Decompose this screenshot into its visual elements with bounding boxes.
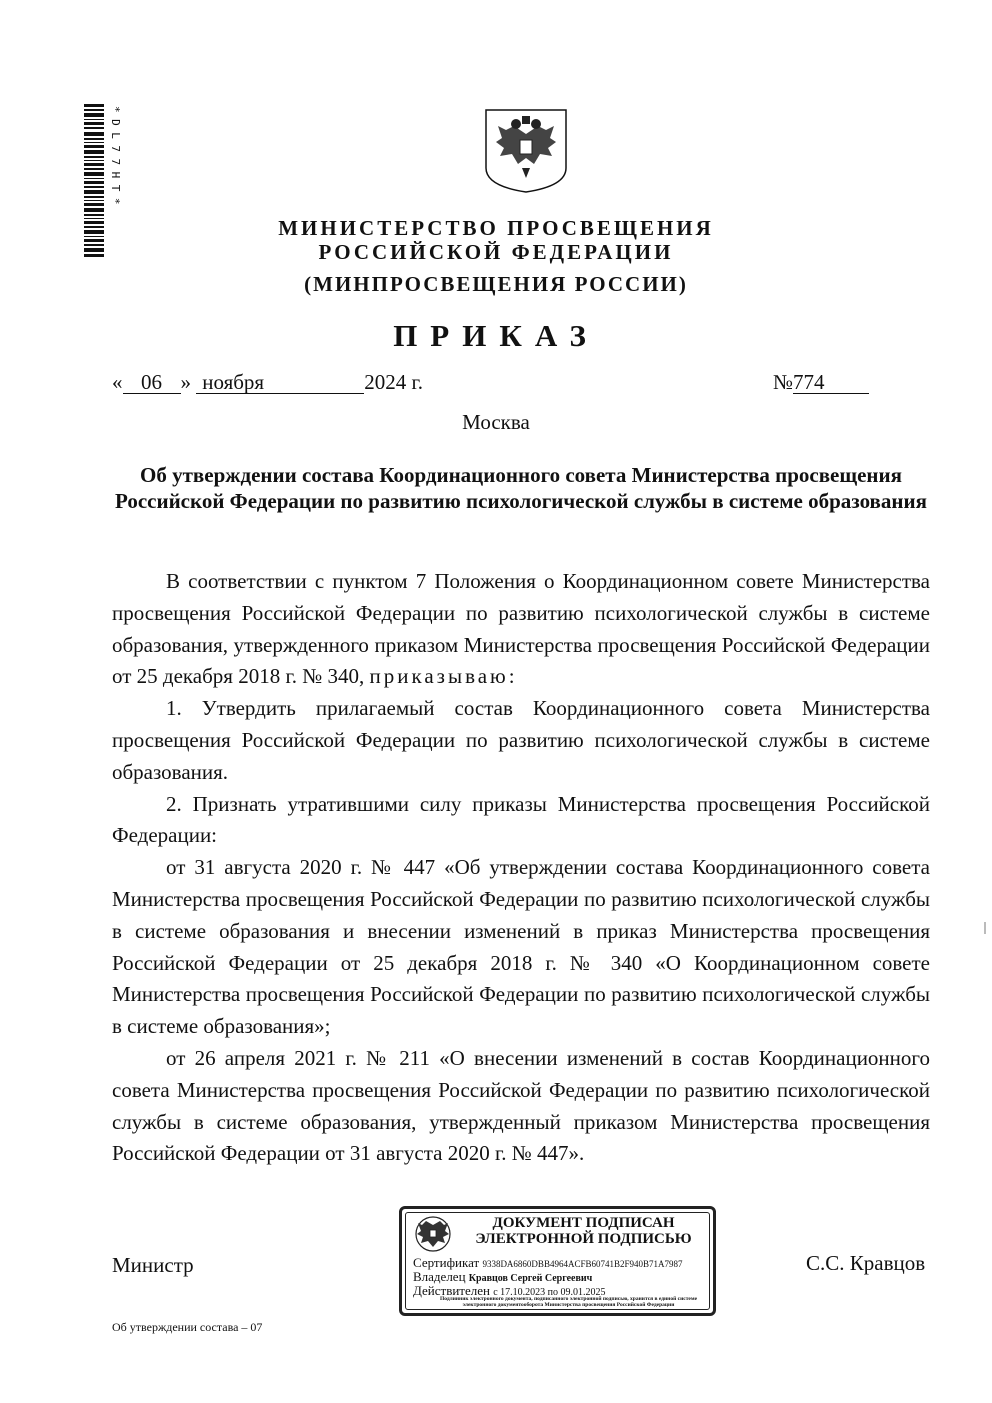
number-value: 774 <box>793 371 869 394</box>
footer-reference: Об утверждении состава – 07 <box>112 1320 263 1334</box>
owner-value: Кравцов Сергей Сергеевич <box>468 1273 593 1284</box>
cert-label: Сертификат <box>413 1255 480 1270</box>
stamp-emblem-icon <box>412 1215 454 1253</box>
electronic-signature-stamp <box>399 1206 716 1316</box>
item-2a: от 31 августа 2020 г. № 447 «Об утверждении состава Координационного совета Министерства просвещения Российской Федерации по развитию психологической службы в системе образования и внесении изменений в приказ Министерства просвещения Российской Федерации от 25 декабря 2018 г. № 340 «О Координационном совете Министерства просвещения Российской Федерации по развитию психологической службы в системе образования»; <box>112 855 930 1039</box>
order-word: приказываю: <box>369 664 518 689</box>
stamp-title <box>456 1215 711 1247</box>
date-quote-open: « <box>112 370 123 394</box>
order-body <box>112 566 930 1170</box>
date-day: 06 <box>123 371 181 394</box>
date-year-suffix: г. <box>411 370 423 394</box>
date-quote-close: » <box>180 370 191 394</box>
order-title: Об утверждении состава Координационного совета Министерства просвещения Российской Федерации по развитию психологической службы в системе образования <box>115 463 927 513</box>
coat-of-arms-emblem <box>484 108 568 194</box>
ministry-name-line2: РОССИЙСКОЙ ФЕДЕРАЦИИ <box>318 240 674 264</box>
order-date <box>112 370 423 395</box>
document-type: ПРИКАЗ <box>393 318 599 353</box>
cert-value: 9338DA6860DBB4964ACFB60741B2F940B71A7987 <box>482 1259 683 1269</box>
valid-label: Действителен <box>413 1283 490 1298</box>
item-2b: от 26 апреля 2021 г. № 211 «О внесении изменений в состав Координационного совета Министерства просвещения Российской Федерации по развитию психологической службы в системе образования, утвержденный приказом Министерства просвещения Российской Федерации от 31 августа 2020 г. № 447». <box>112 1045 930 1166</box>
barcode-text: *DL77HT* <box>109 106 122 211</box>
ministry-short-name: (МИНПРОСВЕЩЕНИЯ РОССИИ) <box>304 272 688 296</box>
item-1: 1. Утвердить прилагаемый состав Координационного совета Министерства просвещения Российской Федерации по развитию психологической службы в системе образования. <box>112 696 930 784</box>
stamp-title-line1: ДОКУМЕНТ ПОДПИСАН <box>492 1215 675 1231</box>
city: Москва <box>462 410 530 434</box>
valid-value: с 17.10.2023 по 09.01.2025 <box>493 1287 606 1298</box>
page-edge-mark <box>984 922 986 934</box>
intro-paragraph <box>112 566 930 693</box>
stamp-title-line2: ЭЛЕКТРОННОЙ ПОДПИСЬЮ <box>475 1231 692 1247</box>
signer-name: С.С. Кравцов <box>806 1251 926 1275</box>
signer-position: Министр <box>112 1253 194 1277</box>
item-2: 2. Признать утратившими силу приказы Министерства просвещения Российской Федерации: <box>112 791 930 848</box>
number-sign: № <box>773 370 794 394</box>
date-year: 2024 <box>364 370 407 394</box>
intro-text: В соответствии с пунктом 7 Положения о Координационном совете Министерства просвещения Российской Федерации по развитию психологической службы в системе образования, утвержденного приказом Министерства просвещения Российской Федерации от 25 декабря 2018 г. № 340, <box>112 569 930 689</box>
ministry-name-line1: МИНИСТЕРСТВО ПРОСВЕЩЕНИЯ <box>278 216 714 240</box>
owner-label: Владелец <box>413 1269 466 1284</box>
order-number <box>773 370 869 395</box>
date-month: ноября <box>196 371 364 394</box>
stamp-note: Подлинник электронного документа, подписанного электронной подписью, хранится в единой системе электронного документооборота Министерства просвещения Российской Федерации <box>439 1296 698 1308</box>
